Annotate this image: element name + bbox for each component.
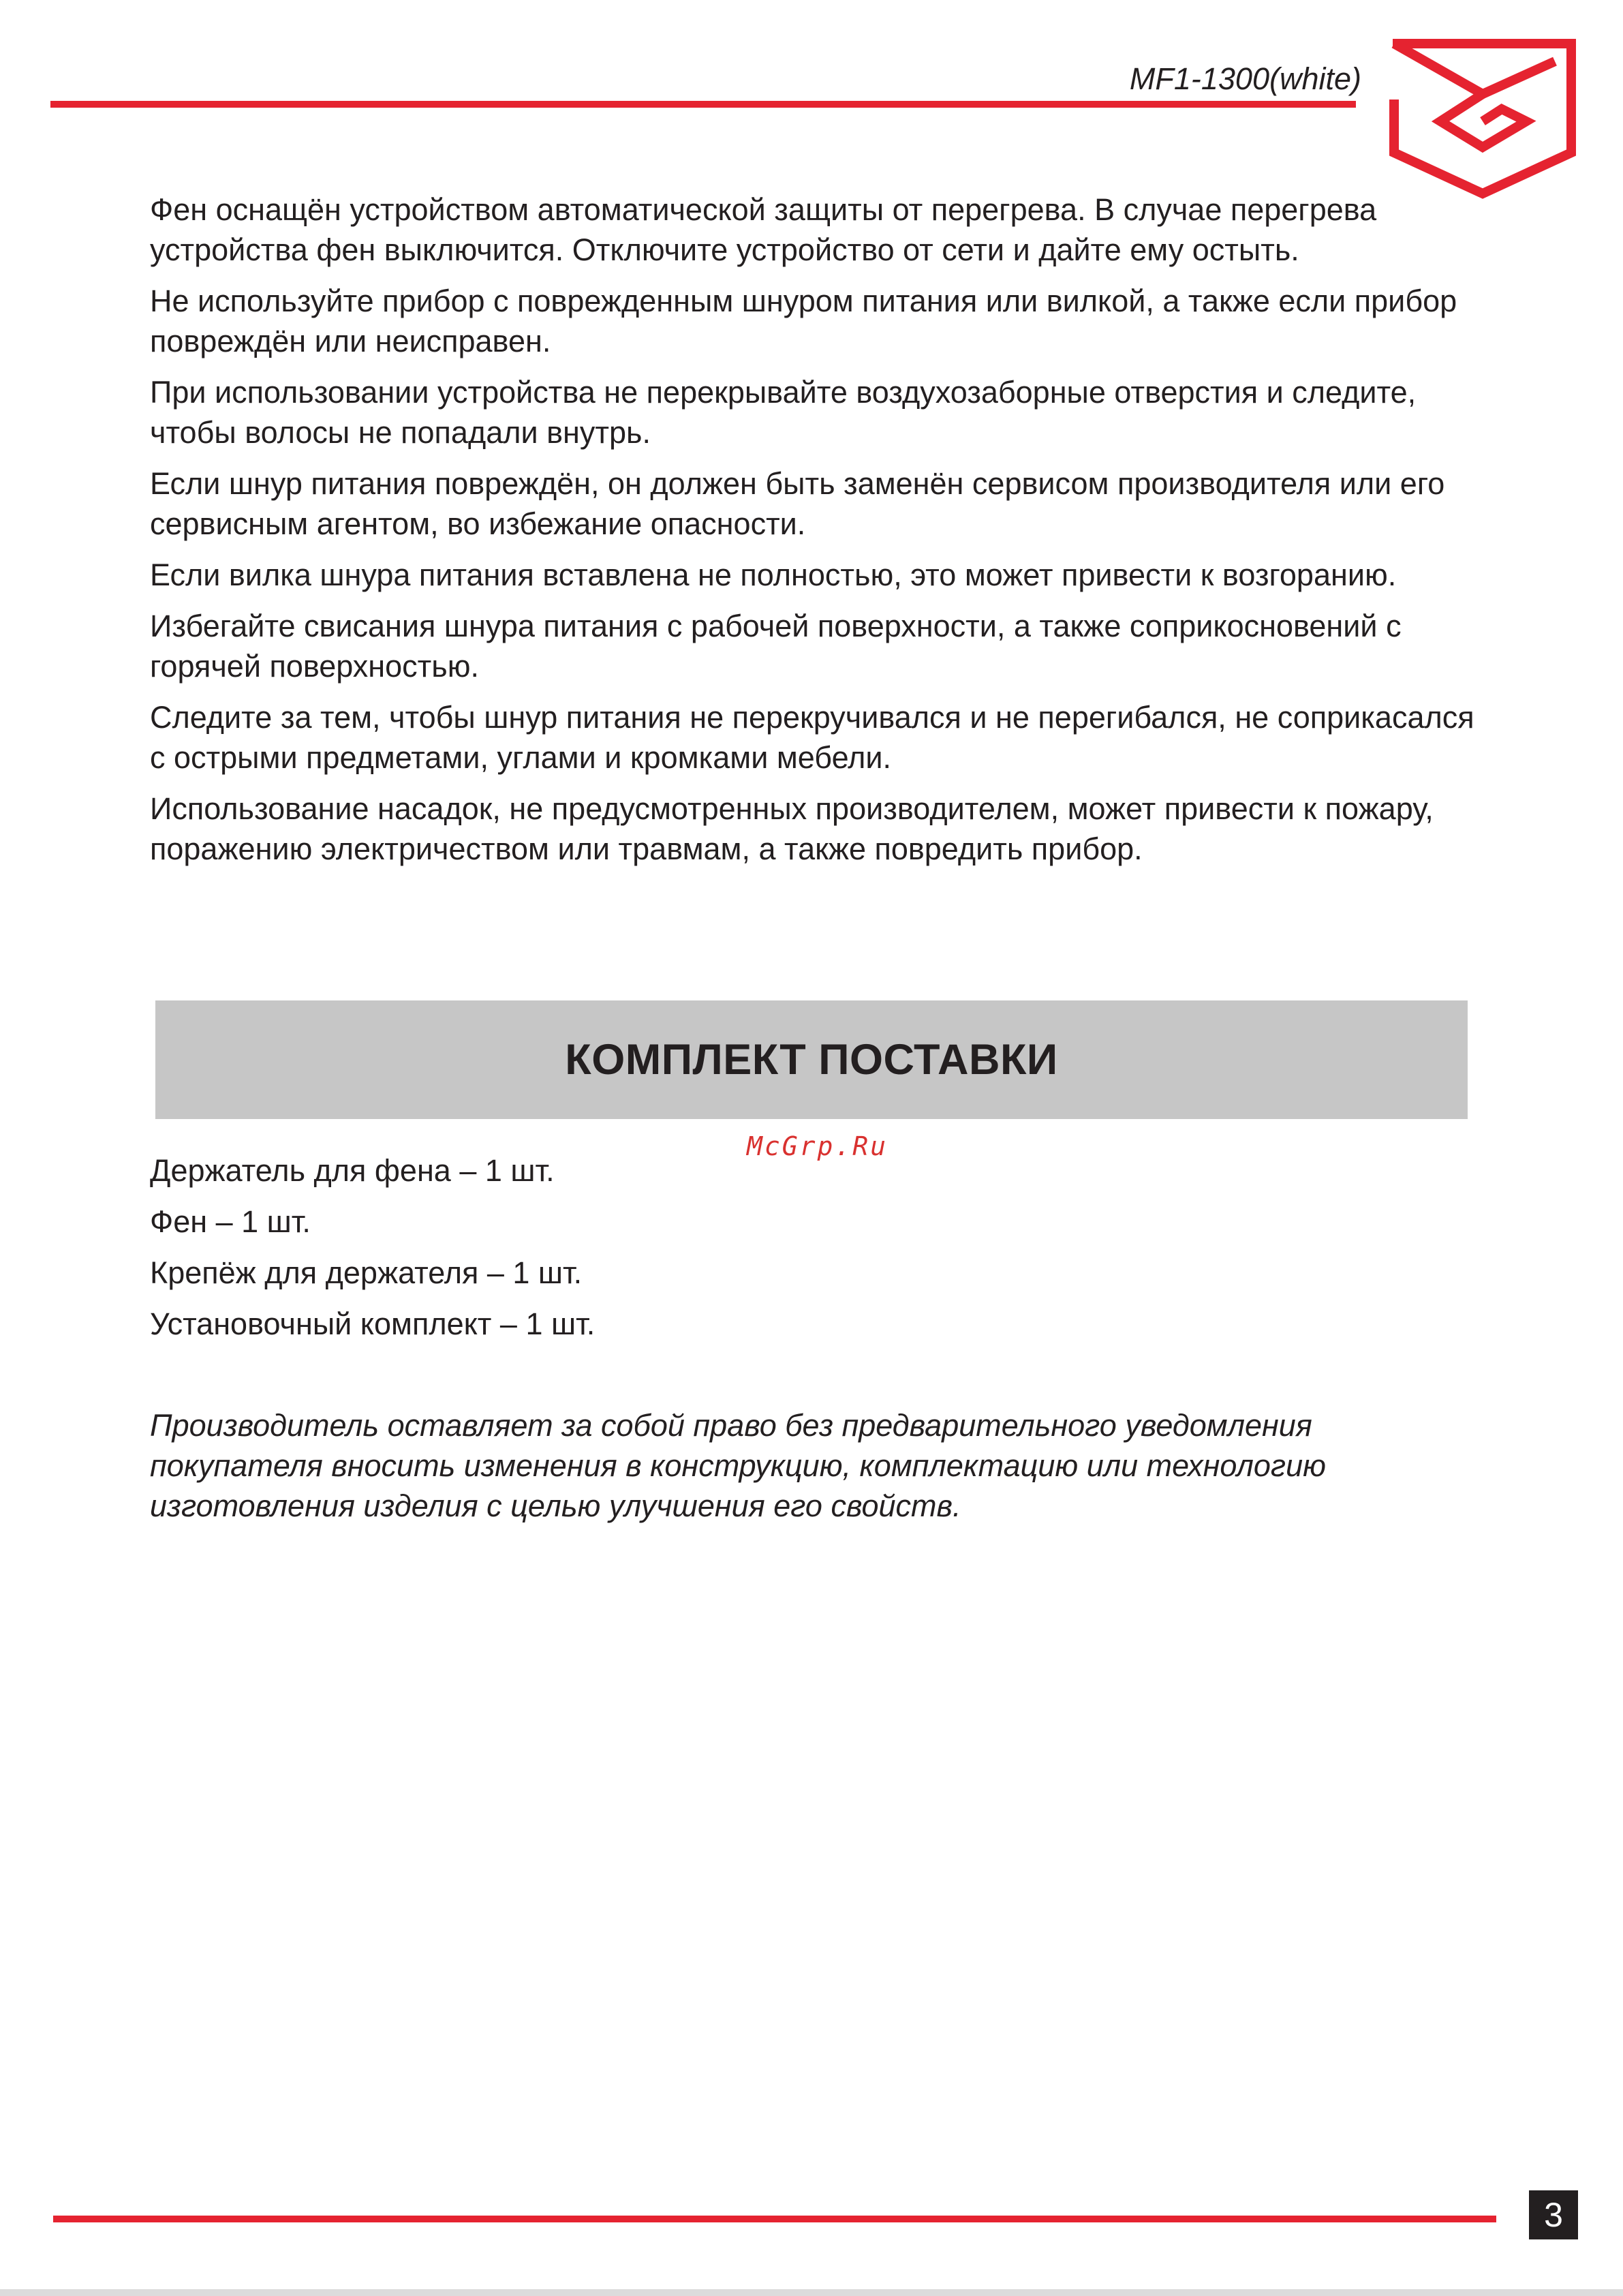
brand-logo-icon <box>1387 38 1578 199</box>
list-item: Фен – 1 шт. <box>150 1204 311 1239</box>
list-item: Крепёж для держателя – 1 шт. <box>150 1255 583 1290</box>
paragraph: Если вилка шнура питания вставлена не полностью, это может привести к возгоранию. <box>150 557 1397 592</box>
watermark: McGrp.Ru <box>747 1131 888 1161</box>
footer-rule <box>53 2216 1496 2222</box>
header-rule <box>50 101 1356 108</box>
paragraph: Фен оснащён устройством автоматической защиты от перегрева. В случае перегрева устройства фен выключится. Отключите устройство от сети и дайте ему остыть. <box>150 192 1377 267</box>
paragraph: Не используйте прибор с поврежденным шнуром питания или вилкой, а также если прибор повреждён или неисправен. <box>150 284 1457 358</box>
list-item: Установочный комплект – 1 шт. <box>150 1306 596 1341</box>
paragraph: Избегайте свисания шнура питания с рабочей поверхности, а также соприкосновений с горячей поверхностью. <box>150 609 1402 684</box>
page-number: 3 <box>1529 2190 1578 2239</box>
safety-text <box>150 189 1479 880</box>
page-edge <box>0 2289 1623 2296</box>
manufacturer-note: Производитель оставляет за собой право без предварительного уведомления покупателя вносить изменения в конструкцию, комплектацию или технологию изготовления изделия с целью улучшения его свойств. <box>150 1408 1326 1523</box>
paragraph: Если шнур питания повреждён, он должен быть заменён сервисом производителя или его сервисным агентом, во избежание опасности. <box>150 466 1445 541</box>
paragraph: Следите за тем, чтобы шнур питания не перекручивался и не перегибался, не соприкасался с острыми предметами, углами и кромками мебели. <box>150 700 1474 775</box>
paragraph: Использование насадок, не предусмотренных производителем, может привести к пожару, поражению электричеством или травмам, а также повредить прибор. <box>150 791 1434 866</box>
paragraph: При использовании устройства не перекрывайте воздухозаборные отверстия и следите, чтобы волосы не попадали внутрь. <box>150 375 1417 450</box>
section-title: КОМПЛЕКТ ПОСТАВКИ <box>565 1036 1058 1084</box>
list-item: Держатель для фена – 1 шт. <box>150 1153 555 1188</box>
model-label: MF1-1300(white) <box>1129 61 1361 96</box>
section-header <box>155 1000 1468 1119</box>
kit-list <box>150 1150 595 1355</box>
